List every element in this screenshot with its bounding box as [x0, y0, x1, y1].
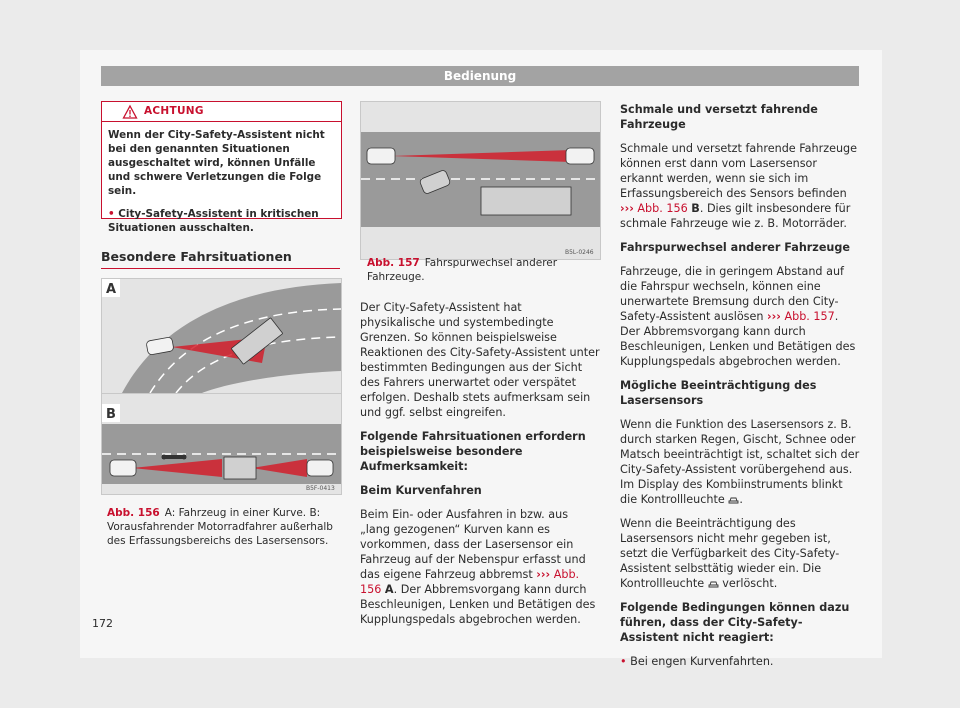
- warning-title: ACHTUNG: [144, 105, 204, 117]
- right-column: [620, 102, 860, 678]
- truck-b: [224, 457, 256, 479]
- narrow-text-a: Schmale und versetzt fahrende Fahrzeuge können erst dann vom Lasersensor erkannt werden, wenn sie sich im Erfassungsbereich des Sensors befinden: [620, 142, 858, 200]
- narrow-heading: Schmale und versetzt fahrende Fahrzeuge: [620, 103, 818, 131]
- warning-box: [101, 101, 342, 234]
- sensor-text2-a: Wenn die Beeinträchtigung des Lasersensors nicht mehr gegeben ist, setzt die Verfügbarkeit des City-Safety-Assistent selbsttätig wieder ein. Die Kontrollleuchte: [620, 517, 840, 590]
- warning-header: [102, 102, 341, 122]
- ref-arrow: ›››: [536, 568, 551, 581]
- figure-ref-link[interactable]: Abb. 157: [784, 310, 835, 323]
- page-number: 172: [92, 617, 113, 630]
- figure-156-caption: A: Fahrzeug in einer Kurve. B: Vorausfahrender Motorradfahrer außerhalb des Erfassungsbereichs des Lasersensors.: [107, 507, 333, 547]
- figure-label-a: A: [106, 282, 117, 297]
- figure-ref-link[interactable]: Abb. 156: [360, 568, 580, 596]
- figure-157-illustration: [361, 102, 600, 259]
- curve-heading: Beim Kurvenfahren: [360, 484, 482, 497]
- front-car: [566, 148, 594, 164]
- own-car: [367, 148, 395, 164]
- warning-bullet: City-Safety-Assistent in kritischen Situationen ausschalten.: [108, 208, 319, 234]
- bullet-icon: •: [620, 655, 627, 668]
- figure-157-label: Abb. 157: [367, 257, 420, 269]
- bullet-icon: •: [108, 208, 115, 220]
- section-divider: [101, 268, 340, 269]
- warning-lamp-icon: [708, 579, 719, 588]
- narrow-text-b: . Dies gilt insbesondere für schmale Fahrzeuge wie z. B. Motorräder.: [620, 202, 851, 230]
- figure-ref-letter: B: [691, 202, 700, 215]
- ref-arrow: ›››: [767, 310, 781, 323]
- figure-ref-letter: A: [384, 583, 394, 596]
- ref-arrow: ›››: [620, 202, 634, 215]
- lane-paragraph: [620, 264, 860, 369]
- car-b-front: [307, 460, 333, 476]
- curve-paragraph: [360, 507, 600, 627]
- figure-ref-link[interactable]: Abb. 156: [637, 202, 688, 215]
- sensor-paragraph-2: [620, 516, 860, 591]
- sensor-paragraph: [620, 417, 860, 507]
- bold-intro: Folgende Fahrsituationen erfordern beispielsweise besondere Aufmerksamkeit:: [360, 430, 586, 473]
- warning-lamp-icon: [728, 495, 739, 504]
- truck: [481, 187, 571, 215]
- figure-157-code: B5L-0246: [565, 249, 594, 256]
- sensor-text2-b: verlöscht.: [718, 577, 778, 590]
- figure-156-illustration: [102, 279, 341, 494]
- section-title: Besondere Fahrsituationen: [101, 249, 292, 264]
- figure-156: [101, 278, 342, 495]
- conditions-bullet-item: [620, 654, 860, 669]
- motorcycle-b: [162, 455, 187, 460]
- curve-text-b: . Der Abbremsvorgang kann durch Beschleunigen, Lenken und Betätigen des Kupplungspedals abgebrochen werden.: [360, 583, 596, 626]
- warning-text: Wenn der City-Safety-Assistent nicht bei den genannten Situationen ausgeschaltet wird, können Unfälle und schwere Verletzungen die Folge sein.: [108, 129, 325, 197]
- curve-text-a: Beim Ein- oder Ausfahren in bzw. aus „lang gezogenen“ Kurven kann es vorkommen, dass der Lasersensor ein Fahrzeug auf der Nebenspur erfasst und das eigene Fahrzeug abbremst: [360, 508, 586, 581]
- lane-heading: Fahrspurwechsel anderer Fahrzeuge: [620, 241, 850, 254]
- lane-text-a: Fahrzeuge, die in geringem Abstand auf die Fahrspur wechseln, können eine unerwartete Bremsung durch den City-Safety-Assistent auslösen: [620, 265, 844, 323]
- lane-text-b: . Der Abbremsvorgang kann durch Beschleunigen, Lenken und Betätigen des Kupplungspedals abgebrochen werden.: [620, 310, 856, 368]
- sensor-heading: Mögliche Beeinträchtigung des Lasersensors: [620, 379, 817, 407]
- figure-156-label: Abb. 156: [107, 507, 160, 519]
- figure-label-b: B: [106, 407, 116, 422]
- conditions-bullet: Bei engen Kurvenfahrten.: [630, 655, 774, 668]
- sensor-text-a: Wenn die Funktion des Lasersensors z. B. durch starken Regen, Gischt, Schnee oder Matsch beeinträchtigt ist, schaltet sich der City-Safety-Assistent vorübergehend aus. Im Display des Kombiinstruments blinkt die Kontrollleuchte: [620, 418, 860, 506]
- narrow-paragraph: [620, 141, 860, 231]
- figure-156-code: B5F-0413: [306, 485, 335, 492]
- car-b: [110, 460, 136, 476]
- middle-column: [360, 300, 600, 636]
- figure-157: [360, 101, 601, 260]
- intro-text: Der City-Safety-Assistent hat physikalische und systembedingte Grenzen. So können beispielsweise Reaktionen des City-Safety-Assistent unter bestimmten Bedingungen aus der Sicht des Fahrers unerwartet oder verspätet erfolgen. Deshalb stets aufmerksam sein und ggf. selbst eingreifen.: [360, 301, 600, 419]
- sensor-text-b: .: [739, 493, 743, 506]
- page-header: Bedienung: [101, 66, 859, 86]
- figure-157-caption: Fahrspurwechsel anderer Fahrzeuge.: [367, 257, 558, 283]
- conditions-heading: Folgende Bedingungen können dazu führen, dass der City-Safety-Assistent nicht reagiert:: [620, 601, 850, 644]
